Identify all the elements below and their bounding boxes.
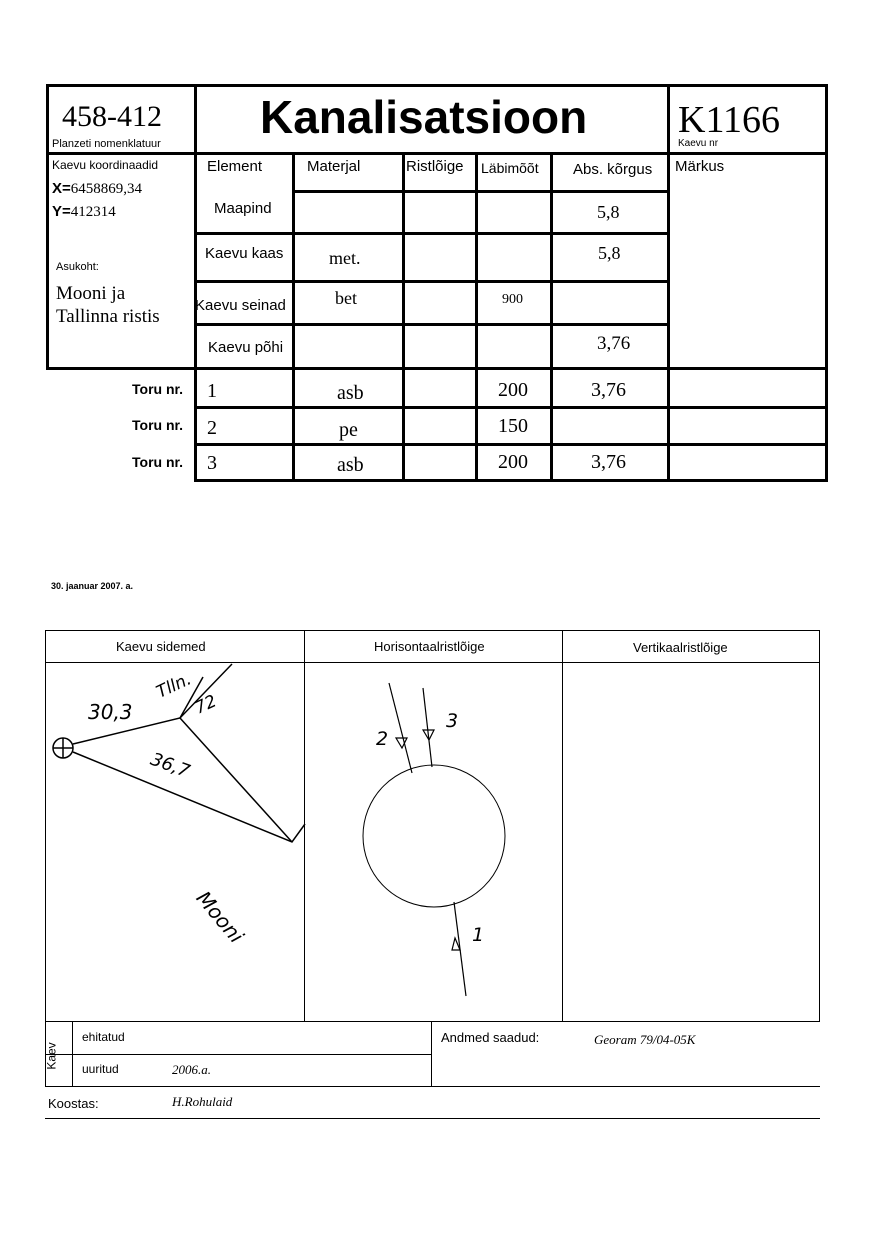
pipe-material: asb xyxy=(337,454,364,476)
col-header-material: Materjal xyxy=(307,158,361,175)
row-height: 5,8 xyxy=(598,243,621,263)
pipe-label: Toru nr. xyxy=(132,454,184,470)
location-line2: Tallinna ristis xyxy=(56,306,160,327)
author-label: Koostas: xyxy=(48,1096,99,1111)
col-title-horizontal: Horisontaalristlõige xyxy=(374,639,485,654)
row-diameter: 900 xyxy=(502,292,523,307)
pipe-marker: 3 xyxy=(446,710,459,732)
pipe-nr: 3 xyxy=(207,452,217,474)
pipe-material: pe xyxy=(339,419,358,441)
y-label: Y= xyxy=(52,203,71,220)
col-header-element: Element xyxy=(207,158,263,175)
row-element: Maapind xyxy=(214,200,272,217)
street-label: Mooni xyxy=(191,886,249,948)
kaev-label: Kaev xyxy=(44,1042,59,1070)
row-element: Kaevu kaas xyxy=(205,245,284,262)
col-header-diameter: Läbimõõt xyxy=(481,160,539,176)
location-label: Asukoht: xyxy=(56,261,99,273)
pipe-diameter: 150 xyxy=(498,415,528,437)
well-number: K1166 xyxy=(678,99,781,141)
surveyed-label: uuritud xyxy=(82,1062,119,1076)
pipe-marker: 2 xyxy=(376,728,389,750)
col-header-remarks: Märkus xyxy=(675,158,725,175)
col-title-connections: Kaevu sidemed xyxy=(116,639,206,654)
pipe-nr: 2 xyxy=(207,417,217,439)
author-value: H.Rohulaid xyxy=(172,1094,233,1109)
distance-label: 36,7 xyxy=(147,748,193,783)
surveyed-value: 2006.a. xyxy=(172,1062,211,1077)
street-label: Tlln. xyxy=(153,669,195,703)
document-date: 30. jaanuar 2007. a. xyxy=(51,581,134,591)
pipe-label: Toru nr. xyxy=(132,417,184,433)
built-label: ehitatud xyxy=(82,1030,125,1044)
col-title-vertical: Vertikaalristlõige xyxy=(633,640,728,655)
pipe-height: 3,76 xyxy=(591,451,626,473)
data-source-label: Andmed saadud: xyxy=(441,1030,540,1045)
pipe-diameter: 200 xyxy=(498,451,528,473)
distance-label: 72 xyxy=(191,691,220,719)
coords-label: Kaevu koordinaadid xyxy=(52,158,159,172)
pipe-nr: 1 xyxy=(207,380,217,402)
col-header-cross: Ristlõige xyxy=(406,158,464,175)
row-element: Kaevu seinad xyxy=(195,297,286,314)
x-value: 6458869,34 xyxy=(70,181,143,197)
row-material: bet xyxy=(335,288,357,308)
pipe-material: asb xyxy=(337,382,364,404)
location-line1: Mooni ja xyxy=(56,283,126,304)
plan-number: 458-412 xyxy=(62,100,162,133)
row-height: 3,76 xyxy=(597,333,631,354)
pipe-height: 3,76 xyxy=(591,379,626,401)
well-label: Kaevu nr xyxy=(678,138,719,149)
row-height: 5,8 xyxy=(597,202,620,222)
pipe-label: Toru nr. xyxy=(132,381,184,397)
page-title: Kanalisatsioon xyxy=(260,91,588,143)
x-label: X= xyxy=(52,180,71,197)
distance-label: 30,3 xyxy=(88,700,133,724)
y-value: 412314 xyxy=(70,204,116,220)
plan-label: Planzeti nomenklatuur xyxy=(52,138,161,150)
row-material: met. xyxy=(329,248,361,268)
pipe-diameter: 200 xyxy=(498,379,528,401)
pipe-marker: 1 xyxy=(472,924,485,946)
col-header-height: Abs. kõrgus xyxy=(573,161,653,178)
data-source-value: Georam 79/04-05K xyxy=(594,1032,696,1047)
row-element: Kaevu põhi xyxy=(208,339,284,356)
